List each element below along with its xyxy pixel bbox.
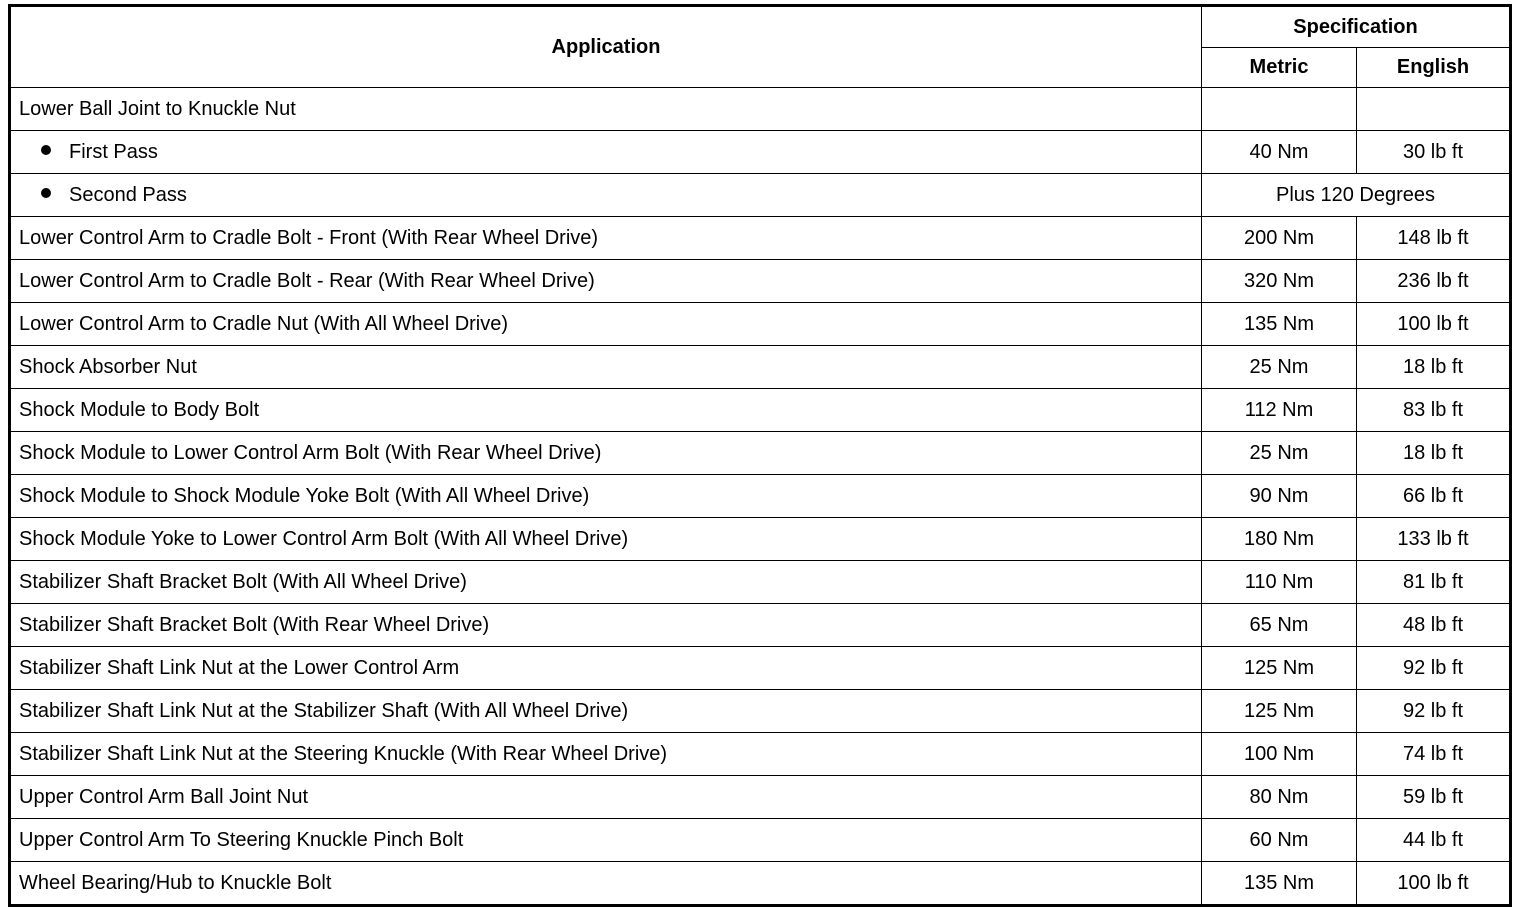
cell-metric: 200 Nm	[1202, 217, 1357, 260]
cell-metric: 65 Nm	[1202, 604, 1357, 647]
cell-application: Stabilizer Shaft Link Nut at the Steering Knuckle (With Rear Wheel Drive)	[10, 733, 1202, 776]
cell-english: 236 lb ft	[1357, 260, 1511, 303]
cell-english: 74 lb ft	[1357, 733, 1511, 776]
cell-application: Shock Module to Shock Module Yoke Bolt (With All Wheel Drive)	[10, 475, 1202, 518]
column-header-application: Application	[10, 6, 1202, 88]
cell-english: 100 lb ft	[1357, 862, 1511, 906]
cell-application	[10, 174, 1202, 217]
table-row	[10, 260, 1511, 303]
cell-english: 148 lb ft	[1357, 217, 1511, 260]
table-row	[10, 346, 1511, 389]
table-row	[10, 647, 1511, 690]
cell-metric: 320 Nm	[1202, 260, 1357, 303]
table-row	[10, 432, 1511, 475]
cell-metric: 112 Nm	[1202, 389, 1357, 432]
column-header-metric: Metric	[1202, 47, 1357, 87]
cell-application: Lower Control Arm to Cradle Nut (With All Wheel Drive)	[10, 303, 1202, 346]
cell-english: 100 lb ft	[1357, 303, 1511, 346]
cell-english: 48 lb ft	[1357, 604, 1511, 647]
cell-application: Shock Module Yoke to Lower Control Arm Bolt (With All Wheel Drive)	[10, 518, 1202, 561]
cell-english: 18 lb ft	[1357, 346, 1511, 389]
table-row	[10, 819, 1511, 862]
cell-metric: 90 Nm	[1202, 475, 1357, 518]
column-header-specification: Specification	[1202, 6, 1511, 48]
table-row	[10, 88, 1511, 131]
cell-metric: 180 Nm	[1202, 518, 1357, 561]
table-row	[10, 174, 1511, 217]
cell-english: 18 lb ft	[1357, 432, 1511, 475]
cell-application: Stabilizer Shaft Bracket Bolt (With All Wheel Drive)	[10, 561, 1202, 604]
table-row	[10, 303, 1511, 346]
cell-metric: 40 Nm	[1202, 131, 1357, 174]
bullet-icon	[41, 188, 51, 198]
cell-metric: 110 Nm	[1202, 561, 1357, 604]
cell-metric: 100 Nm	[1202, 733, 1357, 776]
cell-application: Upper Control Arm Ball Joint Nut	[10, 776, 1202, 819]
cell-english	[1357, 88, 1511, 131]
table-row	[10, 862, 1511, 906]
table-body	[10, 88, 1511, 906]
cell-application: Upper Control Arm To Steering Knuckle Pinch Bolt	[10, 819, 1202, 862]
cell-english: 92 lb ft	[1357, 647, 1511, 690]
cell-metric	[1202, 88, 1357, 131]
cell-english: 59 lb ft	[1357, 776, 1511, 819]
cell-application-label: First Pass	[69, 141, 158, 164]
header-row-top	[10, 6, 1511, 48]
cell-application: Stabilizer Shaft Link Nut at the Stabilizer Shaft (With All Wheel Drive)	[10, 690, 1202, 733]
column-header-english: English	[1357, 47, 1511, 87]
table-row	[10, 733, 1511, 776]
cell-application: Wheel Bearing/Hub to Knuckle Bolt	[10, 862, 1202, 906]
cell-metric: 125 Nm	[1202, 690, 1357, 733]
cell-application	[10, 131, 1202, 174]
cell-english: 92 lb ft	[1357, 690, 1511, 733]
cell-english: 81 lb ft	[1357, 561, 1511, 604]
cell-metric: 135 Nm	[1202, 862, 1357, 906]
cell-metric: 80 Nm	[1202, 776, 1357, 819]
table-row	[10, 217, 1511, 260]
cell-english: 44 lb ft	[1357, 819, 1511, 862]
cell-application: Lower Control Arm to Cradle Bolt - Front (With Rear Wheel Drive)	[10, 217, 1202, 260]
cell-application: Lower Control Arm to Cradle Bolt - Rear (With Rear Wheel Drive)	[10, 260, 1202, 303]
table-row	[10, 776, 1511, 819]
table-row	[10, 604, 1511, 647]
cell-metric: 25 Nm	[1202, 346, 1357, 389]
cell-application-label: Second Pass	[69, 184, 187, 207]
table-header	[10, 6, 1511, 88]
cell-application: Stabilizer Shaft Bracket Bolt (With Rear Wheel Drive)	[10, 604, 1202, 647]
table-row	[10, 690, 1511, 733]
cell-english: 30 lb ft	[1357, 131, 1511, 174]
cell-metric: 60 Nm	[1202, 819, 1357, 862]
cell-english: 133 lb ft	[1357, 518, 1511, 561]
fastener-tightening-specifications-table	[8, 4, 1512, 907]
cell-metric: 135 Nm	[1202, 303, 1357, 346]
cell-english: 66 lb ft	[1357, 475, 1511, 518]
cell-application: Stabilizer Shaft Link Nut at the Lower Control Arm	[10, 647, 1202, 690]
cell-application: Shock Absorber Nut	[10, 346, 1202, 389]
cell-specification-combined: Plus 120 Degrees	[1202, 174, 1511, 217]
cell-application: Shock Module to Lower Control Arm Bolt (With Rear Wheel Drive)	[10, 432, 1202, 475]
cell-application: Lower Ball Joint to Knuckle Nut	[10, 88, 1202, 131]
cell-metric: 25 Nm	[1202, 432, 1357, 475]
table-row	[10, 561, 1511, 604]
table-row	[10, 389, 1511, 432]
table-row	[10, 475, 1511, 518]
bullet-icon	[41, 145, 51, 155]
table-row	[10, 131, 1511, 174]
cell-application: Shock Module to Body Bolt	[10, 389, 1202, 432]
table-row	[10, 518, 1511, 561]
cell-metric: 125 Nm	[1202, 647, 1357, 690]
cell-english: 83 lb ft	[1357, 389, 1511, 432]
